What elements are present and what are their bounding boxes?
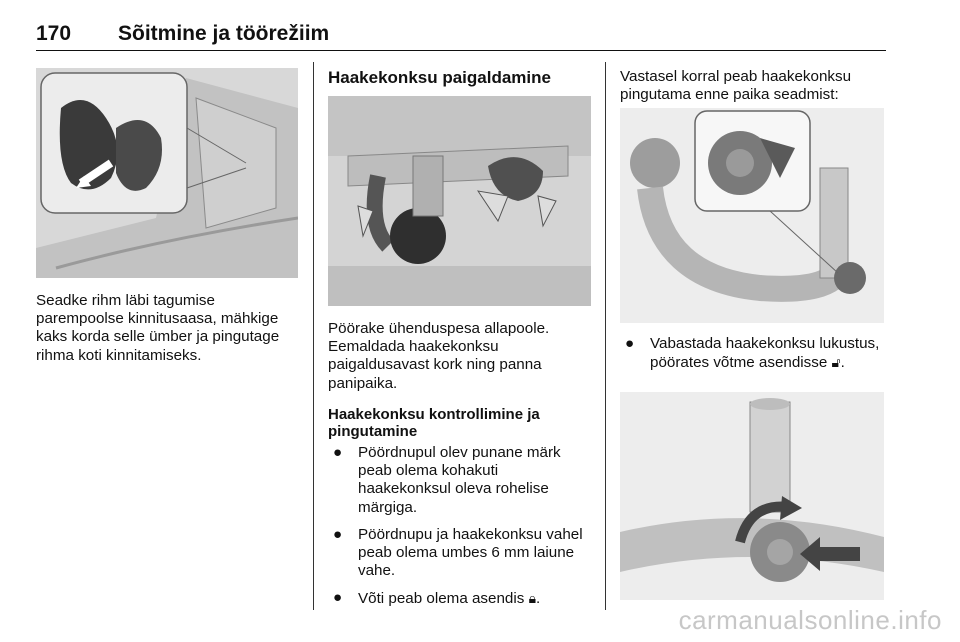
list-item: ● Pöördnupu ja haakekonksu vahel peab olema umbes 6 mm laiune vahe. [333,525,583,580]
page-number: 170 [36,22,72,45]
list-item: ● Pöördnupul olev punane märk peab olema kohakuti haakekonksul oleva rohelise märgiga. [333,444,561,516]
lock-closed-icon: 🔒︎ [528,590,537,607]
bullet-list-col2 [328,444,592,618]
paragraph-col2-intro: Pöörake ühenduspesa allapoole. Eemaldada haakekonksu paigaldusavast kork ning panna panipaika. [328,320,550,392]
list-item: ● Võti peab olema asendis 🔒︎. [333,589,541,608]
chapter-title: Sõitmine ja töörežiim [118,22,330,45]
bullet-text: Pöördnupu ja haakekonksu vahel peab olema umbes 6 mm laiune vahe. [358,525,583,580]
caption-col1: Seadke rihm läbi tagumise parempoolse kinnitusaasa, mähkige kaks korda selle ümber ja pingutage rihma koti kinnitamiseks. [36,292,280,364]
bullet-text: Pöördnupul olev punane märk peab olema kohakuti haakekonksul oleva rohelise märgiga. [358,444,561,516]
lock-open-icon: 🔓︎ [831,354,841,371]
list-item: ● Vabastada haakekonksu lukustus, pöörates võtme asendisse 🔓︎. [625,335,880,372]
section-heading-install: Haakekonksu paigaldamine [328,68,551,87]
bullet-list-col3 [620,335,884,381]
figure-knob-arrows [620,392,884,600]
column-divider-1 [313,62,314,610]
page-header [36,22,886,51]
column-divider-2 [605,62,606,610]
bullet-text: Vabastada haakekonksu lukustus, pöörates võtme asendisse [650,335,880,372]
subheading-check-tighten: Haakekonksu kontrollimine ja pingutamine [328,406,540,440]
figure-socket-rotation [328,96,591,306]
figure-trunk-strap [36,68,298,278]
paragraph-col3-intro: Vastasel korral peab haakekonksu pingutama enne paika seadmist: [620,68,852,104]
bullet-text: Võti peab olema asendis [358,590,525,608]
figure-towbar-knob [620,108,884,323]
watermark: carmanualsonline.info [678,605,942,635]
